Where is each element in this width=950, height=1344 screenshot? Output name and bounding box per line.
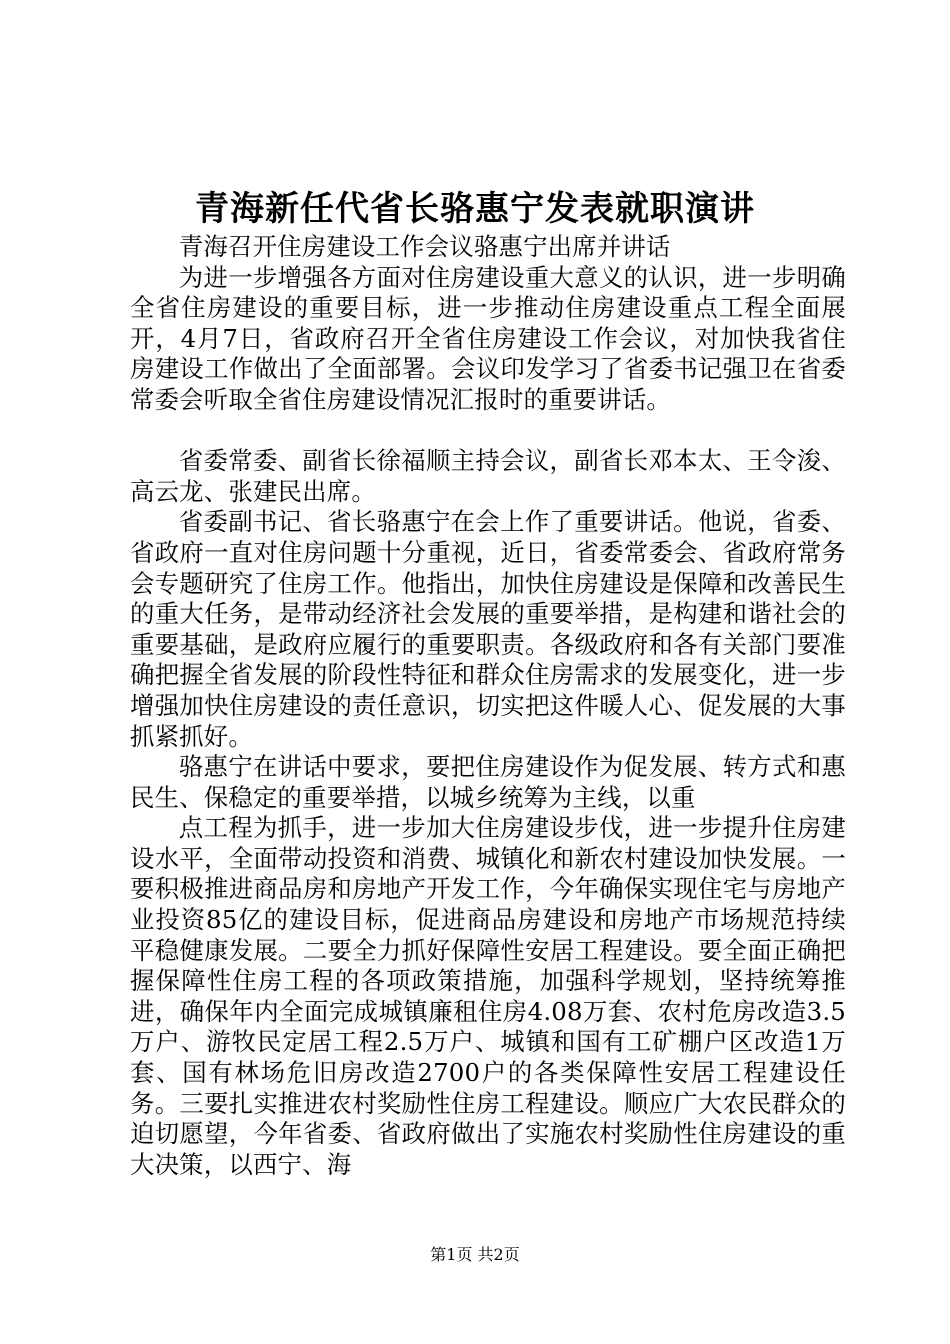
paragraph-attendees: 省委常委、副省长徐福顺主持会议，副省长邓本太、王令浚、高云龙、张建民出席。	[130, 446, 846, 506]
page-footer: 第1页 共2页	[430, 1245, 520, 1264]
paragraph-requirements: 骆惠宁在讲话中要求，要把住房建设作为促发展、转方式和惠民生、保稳定的重要举措，以城乡统筹为主线，以重	[130, 752, 846, 812]
paragraph-spacer	[130, 416, 846, 447]
paragraph-speech: 省委副书记、省长骆惠宁在会上作了重要讲话。他说，省委、省政府一直对住房问题十分重视，近日，省委常委会、省政府常务会专题研究了住房工作。他指出，加快住房建设是保障和改善民生的重大任务，是带动经济社会发展的重要举措，是构建和谐社会的重要基础，是政府应履行的重要职责。各级政府和各有关部门要准确把握全省发展的阶段性特征和群众住房需求的发展变化，进一步增强加快住房建设的责任意识，切实把这件暖人心、促发展的大事抓紧抓好。	[130, 507, 846, 751]
document-body	[130, 232, 846, 1180]
document-title: 青海新任代省长骆惠宁发表就职演讲	[195, 189, 755, 229]
paragraph-subheading: 青海召开住房建设工作会议骆惠宁出席并讲话	[178, 232, 671, 261]
paragraph-key-projects: 点工程为抓手，进一步加大住房建设步伐，进一步提升住房建设水平，全面带动投资和消费、城镇化和新农村建设加快发展。一要积极推进商品房和房地产开发工作，今年确保实现住宅与房地产业投资85亿的建设目标，促进商品房建设和房地产市场规范持续平稳健康发展。二要全力抓好保障性安居工程建设。要全面正确把握保障性住房工程的各项政策措施，加强科学规划，坚持统筹推进，确保年内全面完成城镇廉租住房4.08万套、农村危房改造3.5万户、游牧民定居工程2.5万户、城镇和国有工矿棚户区改造1万套、国有林场危旧房改造2700户的各类保障性安居工程建设任务。三要扎实推进农村奖励性住房工程建设。顺应广大农民群众的迫切愿望，今年省委、省政府做出了实施农村奖励性住房建设的重大决策，以西宁、海	[130, 813, 846, 1179]
paragraph-meeting-intro: 为进一步增强各方面对住房建设重大意义的认识，进一步明确全省住房建设的重要目标，进一步推动住房建设重点工程全面展开，4月7日，省政府召开全省住房建设工作会议，对加快我省住房建设工作做出了全面部署。会议印发学习了省委书记强卫在省委常委会听取全省住房建设情况汇报时的重要讲话。	[130, 262, 846, 414]
